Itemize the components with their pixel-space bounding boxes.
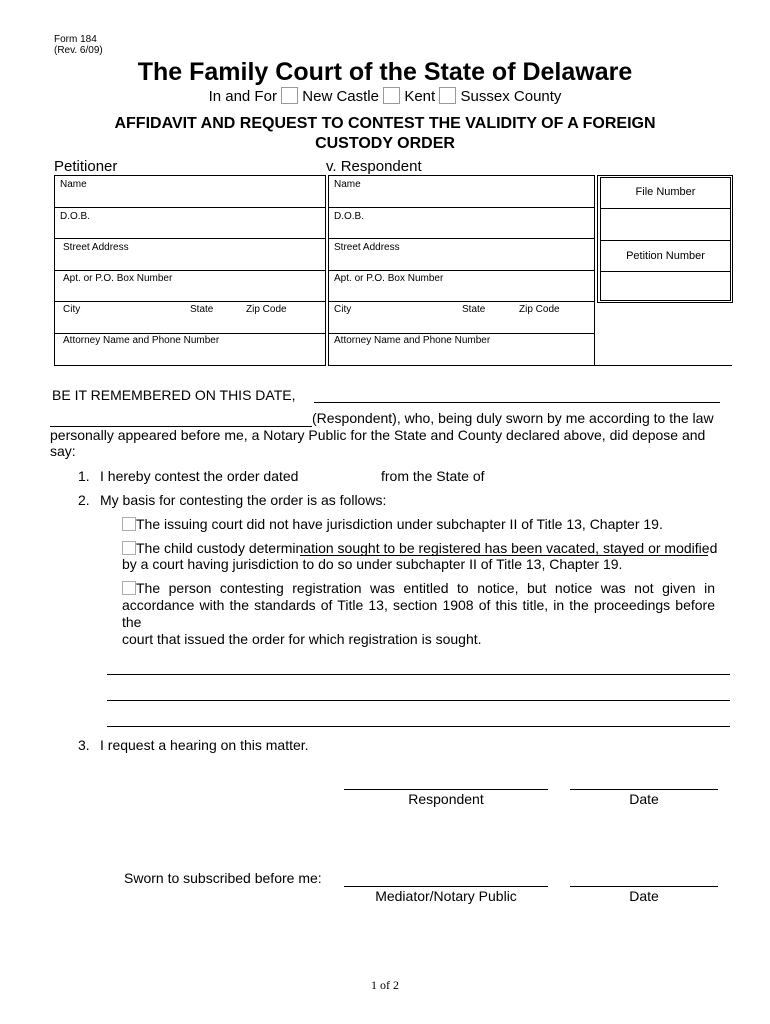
basis2-text-line1: The child custody determination sought to be registered has been vacated, stayed or modified (136, 540, 718, 556)
explanation-line-1[interactable] (107, 674, 730, 675)
basis3-text-line2: accordance with the standards of Title 13, section 1908 of this title, in the proceedings before the (122, 597, 715, 630)
notary-date-label: Date (629, 888, 659, 904)
item2-text: My basis for contesting the order is as follows: (100, 492, 387, 508)
respondent-city-field[interactable]: City (334, 304, 352, 315)
petitioner-attorney-field[interactable]: Attorney Name and Phone Number (63, 335, 220, 346)
new-castle-checkbox[interactable] (281, 87, 298, 104)
form-revision: (Rev. 6/09) (54, 45, 103, 56)
basis3-checkbox[interactable] (122, 581, 136, 595)
petitioner-name-field[interactable]: Name (60, 179, 87, 190)
basis1-text: The issuing court did not have jurisdiction under subchapter II of Title 13, Chapter 19. (136, 516, 663, 532)
say-text: say: (50, 443, 76, 459)
sussex-checkbox[interactable] (439, 87, 456, 104)
basis1-checkbox[interactable] (122, 517, 136, 531)
item1-number: 1. (78, 468, 90, 484)
petition-number-label: Petition Number (626, 250, 705, 262)
respondent-state-field[interactable]: State (462, 304, 486, 315)
basis3-text-line1: The person contesting registration was entitled to notice, but notice was not given in (136, 580, 715, 596)
respondent-signature-label: Respondent (408, 791, 484, 807)
file-number-input[interactable] (601, 210, 730, 239)
notary-signature-line[interactable] (344, 886, 548, 887)
petitioner-city-field[interactable]: City (63, 304, 81, 315)
respondent-name-field[interactable]: Name (334, 179, 361, 190)
petition-number-input[interactable] (601, 273, 730, 300)
county-selector (0, 87, 770, 105)
item1-text: I hereby contest the order dated (100, 468, 299, 484)
item2-number: 2. (78, 492, 90, 508)
petitioner-dob-field[interactable]: D.O.B. (60, 211, 91, 222)
respondent-dob-field[interactable]: D.O.B. (334, 211, 365, 222)
sworn-text: Sworn to subscribed before me: (124, 870, 322, 886)
basis3-text-line3: court that issued the order for which registration is sought. (122, 631, 482, 647)
notary-signature-label: Mediator/Notary Public (375, 888, 517, 904)
respondent-apt-field[interactable]: Apt. or P.O. Box Number (334, 273, 444, 284)
respondent-attorney-field[interactable]: Attorney Name and Phone Number (334, 335, 491, 346)
remembered-text: BE IT REMEMBERED ON THIS DATE, (52, 387, 296, 403)
document-title (0, 114, 770, 154)
sussex-label: Sussex County (460, 88, 562, 105)
basis2-option (122, 540, 722, 572)
basis2-text-line2: by a court having jurisdiction to do so under subchapter II of Title 13, Chapter 19. (122, 556, 623, 572)
document-title-line1: AFFIDAVIT AND REQUEST TO CONTEST THE VALIDITY OF A FOREIGN (114, 115, 656, 132)
item3-number: 3. (78, 737, 90, 753)
explanation-line-2[interactable] (107, 700, 730, 701)
document-title-line2: CUSTODY ORDER (315, 135, 455, 152)
respondent-street-field[interactable]: Street Address (334, 242, 400, 253)
basis1-option (122, 516, 663, 532)
petitioner-street-field[interactable]: Street Address (63, 242, 129, 253)
basis3-option (122, 580, 715, 648)
form-number: Form 184 (54, 34, 97, 45)
page-number: 1 of 2 (371, 978, 399, 992)
notary-date-line[interactable] (570, 886, 718, 887)
date-line[interactable] (314, 402, 720, 403)
item3-text: I request a hearing on this matter. (100, 737, 309, 753)
kent-checkbox[interactable] (383, 87, 400, 104)
in-and-for-label: In and For (208, 88, 277, 105)
explanation-line-3[interactable] (107, 726, 730, 727)
kent-label: Kent (404, 88, 436, 105)
respondent-heading: v. Respondent (326, 158, 422, 175)
appeared-line-text: personally appeared before me, a Notary Public for the State and County declared above, did depose and (50, 427, 706, 443)
petitioner-apt-field[interactable]: Apt. or P.O. Box Number (63, 273, 173, 284)
respondent-signature-line[interactable] (344, 789, 548, 790)
petitioner-state-field[interactable]: State (190, 304, 214, 315)
respondent-date-line[interactable] (570, 789, 718, 790)
respondent-zip-field[interactable]: Zip Code (519, 304, 560, 315)
court-title: The Family Court of the State of Delaware (137, 58, 633, 86)
item1-state-text: from the State of (381, 468, 485, 484)
basis2-checkbox[interactable] (122, 541, 136, 555)
new-castle-label: New Castle (302, 88, 379, 105)
respondent-line-text: (Respondent), who, being duly sworn by me according to the law (312, 410, 714, 426)
petitioner-heading: Petitioner (54, 158, 118, 175)
file-number-label: File Number (635, 186, 696, 198)
respondent-date-label: Date (629, 791, 659, 807)
petitioner-zip-field[interactable]: Zip Code (246, 304, 287, 315)
